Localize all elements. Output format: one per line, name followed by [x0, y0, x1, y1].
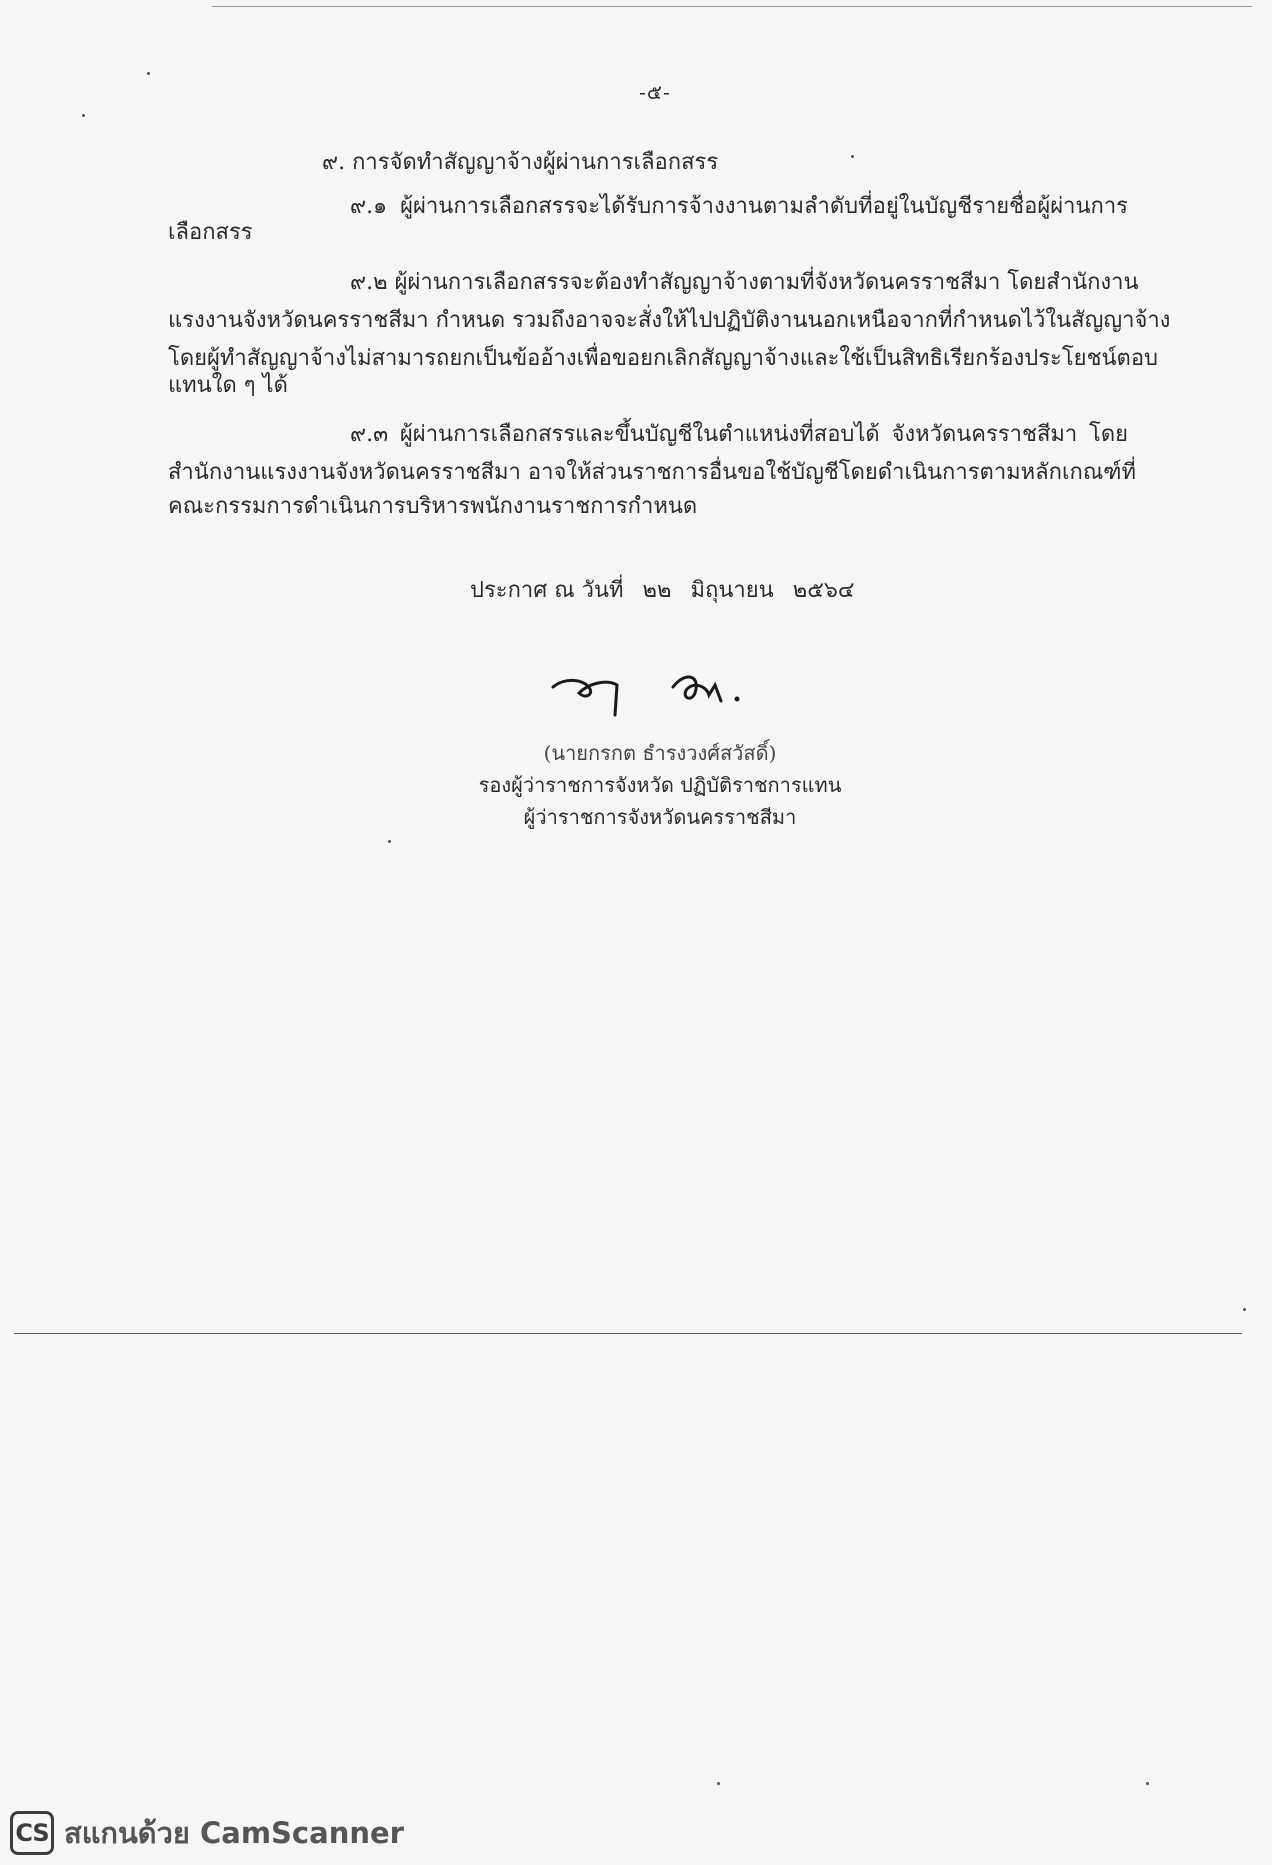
- announcement-day: ๒๒: [642, 578, 672, 603]
- camscanner-logo-icon: CS: [10, 1811, 54, 1855]
- scan-speck: [851, 155, 854, 158]
- item-9-1-line-1: ๙.๑ ผู้ผ่านการเลือกสรรจะได้รับการจ้างงานตามลำดับที่อยู่ในบัญชีรายชื่อผู้ผ่านการ: [350, 194, 1128, 219]
- scan-speck: [1243, 1308, 1246, 1311]
- item-9-1-line-2: เลือกสรร: [168, 220, 253, 245]
- item-9-3-line-1: ๙.๓ ผู้ผ่านการเลือกสรรและขึ้นบัญชีในตำแหน่งที่สอบได้ จังหวัดนครราชสีมา โดย: [350, 422, 1128, 447]
- scan-speck: [82, 114, 85, 117]
- announcement-prefix: ประกาศ ณ วันที่: [470, 578, 624, 603]
- item-9-2-line-2: แรงงานจังหวัดนครราชสีมา กำหนด รวมถึงอาจจะสั่งให้ไปปฏิบัติงานนอกเหนือจากที่กำหนดไว้ในสัญญาจ้าง: [168, 308, 1171, 333]
- signatory-title-line-1: รองผู้ว่าราชการจังหวัด ปฏิบัติราชการแทน: [478, 773, 842, 797]
- announcement-date: [470, 572, 866, 607]
- scan-speck: [1146, 1782, 1149, 1785]
- item-9-3-line-3: คณะกรรมการดำเนินการบริหารพนักงานราชการกำหนด: [168, 494, 698, 519]
- scan-speck: [147, 72, 150, 75]
- bottom-border-line: [14, 1333, 1242, 1334]
- item-9-2-line-1: ๙.๒ ผู้ผ่านการเลือกสรรจะต้องทำสัญญาจ้างตามที่จังหวัดนครราชสีมา โดยสำนักงาน: [350, 270, 1139, 295]
- top-border-line: [212, 6, 1252, 7]
- item-9-3-line-2: สำนักงานแรงงานจังหวัดนครราชสีมา อาจให้ส่วนราชการอื่นขอใช้บัญชีโดยดำเนินการตามหลักเกณฑ์ที่: [168, 460, 1136, 485]
- signatory-name: (นายกรกต ธำรงวงศ์สวัสดิ์): [543, 741, 777, 765]
- section-heading: ๙. การจัดทำสัญญาจ้างผู้ผ่านการเลือกสรร: [322, 150, 719, 175]
- announcement-year: ๒๕๖๔: [792, 578, 855, 603]
- item-9-2-line-3: โดยผู้ทำสัญญาจ้างไม่สามารถยกเป็นข้ออ้างเพื่อขอยกเลิกสัญญาจ้างและใช้เป็นสิทธิเรียกร้องประโยชน์ตอบ: [168, 346, 1158, 371]
- handwritten-signature: [545, 665, 765, 725]
- scan-speck: [717, 1782, 720, 1785]
- scan-speck: [388, 840, 391, 843]
- page-number: -๕-: [639, 80, 671, 104]
- item-9-2-line-4: แทนใด ๆ ได้: [168, 373, 288, 398]
- signatory-block: [460, 742, 860, 838]
- camscanner-text: สแกนด้วย CamScanner: [64, 1816, 404, 1850]
- signatory-title-line-2: ผู้ว่าราชการจังหวัดนครราชสีมา: [523, 805, 797, 829]
- announcement-month: มิถุนายน: [690, 578, 774, 603]
- camscanner-watermark: [10, 1810, 404, 1856]
